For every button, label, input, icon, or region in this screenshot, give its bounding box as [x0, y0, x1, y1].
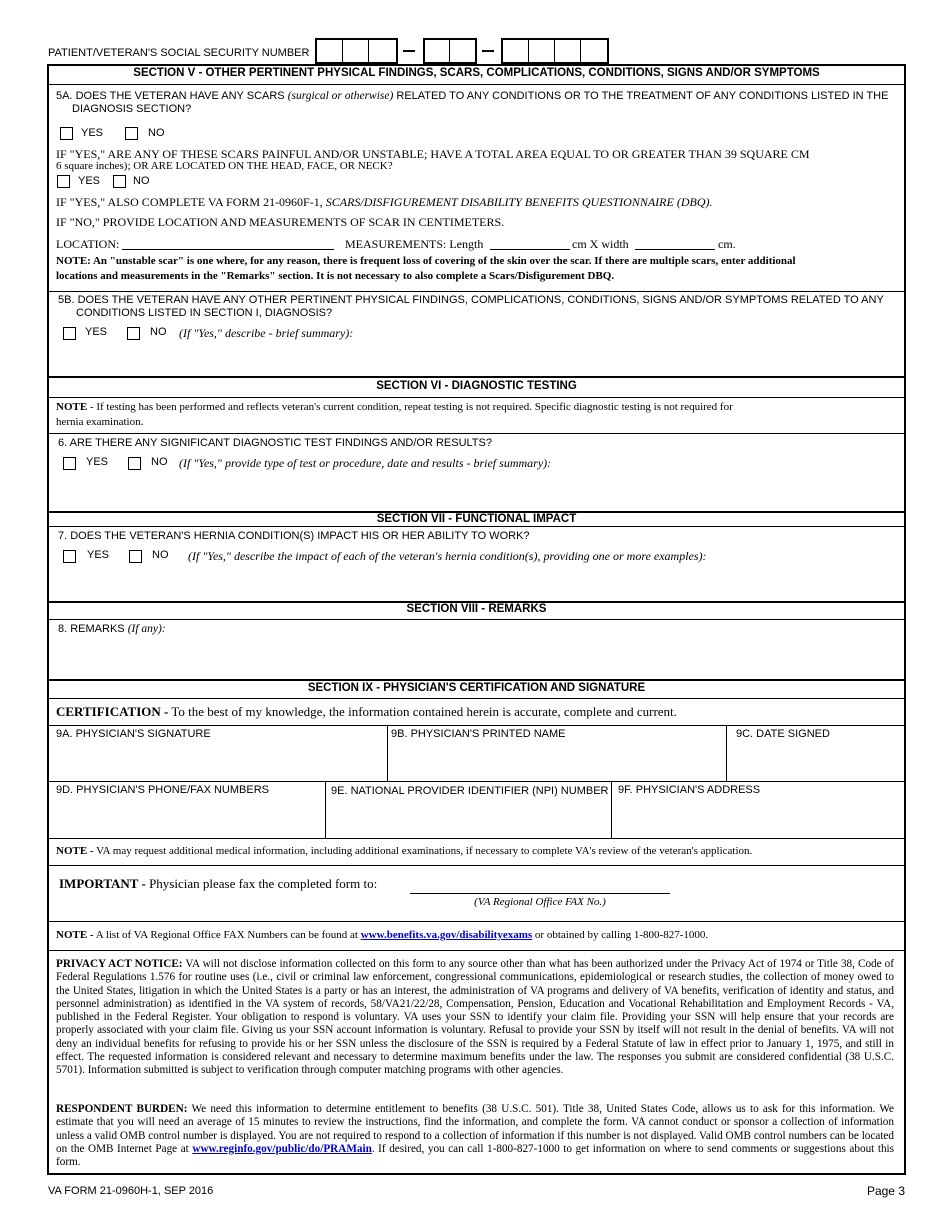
scars-painful-question: IF "YES," ARE ANY OF THESE SCARS PAINFUL AND/OR UNSTABLE; HAVE A TOTAL AREA EQUAL TO OR GREATER THAN 39 SQUARE CM	[56, 147, 810, 161]
scars-painful-no-label: NO	[133, 175, 150, 187]
cm-label: cm.	[718, 237, 736, 251]
q5b-no-checkbox[interactable]	[127, 327, 140, 340]
q8-text: 8. REMARKS (If any):	[58, 623, 166, 635]
section-5-title: SECTION V - OTHER PERTINENT PHYSICAL FINDINGS, SCARS, COMPLICATIONS, CONDITIONS, SIGNS AND/OR SYMPTOMS	[133, 67, 820, 79]
ssn-part1-field[interactable]	[315, 38, 398, 64]
length-field[interactable]	[490, 249, 570, 250]
phone-fax-field[interactable]	[48, 797, 325, 837]
section-6-title: SECTION VI - DIAGNOSTIC TESTING	[376, 380, 577, 392]
fax-list-note: NOTE - A list of VA Regional Office FAX Numbers can be found at www.benefits.va.gov/disabilityexams or obtained by calling 1-800-827-1000.	[56, 929, 709, 941]
q7-yes-label: YES	[87, 549, 110, 561]
additional-info-note: NOTE - VA may request additional medical information, including additional examinations, if necessary to complete VA's review of the veteran's application.	[56, 845, 753, 857]
fax-number-field[interactable]	[410, 893, 670, 894]
ssn-dash	[403, 50, 415, 52]
location-field[interactable]	[122, 249, 334, 250]
q5a-no-label: NO	[148, 127, 165, 139]
q7-text: 7. DOES THE VETERAN'S HERNIA CONDITION(S) IMPACT HIS OR HER ABILITY TO WORK?	[58, 530, 530, 542]
if-no-instruction: IF "NO," PROVIDE LOCATION AND MEASUREMENTS OF SCAR IN CENTIMETERS.	[56, 215, 505, 229]
section-6-note-line2: hernia examination.	[56, 416, 144, 428]
unstable-scar-note-line2: locations and measurements in the "Remarks" section. It is not necessary to also complete a Scars/Disfigurement DBQ.	[56, 270, 615, 282]
cm-x-width-label: cm X width	[572, 237, 629, 251]
physician-address-label: 9F. PHYSICIAN'S ADDRESS	[618, 784, 761, 796]
certification-text: CERTIFICATION - To the best of my knowledge, the information contained herein is accurate, complete and current.	[56, 704, 677, 719]
npi-label: 9E. NATIONAL PROVIDER IDENTIFIER (NPI) NUMBER	[331, 785, 609, 797]
physician-signature-label: 9A. PHYSICIAN'S SIGNATURE	[56, 728, 211, 740]
page-number: Page 3	[866, 1184, 905, 1198]
q5a-text: 5A. DOES THE VETERAN HAVE ANY SCARS (surgical or otherwise) RELATED TO ANY CONDITIONS OR TO THE TREATMENT OF ANY CONDITIONS LISTED IN THE	[56, 90, 889, 102]
omb-link[interactable]: www.reginfo.gov/public/do/PRAMain	[192, 1142, 372, 1155]
q7-hint: (If "Yes," describe the impact of each of the veteran's hernia condition(s), providing one or more examples):	[188, 549, 707, 563]
q5a-yes-label: YES	[81, 127, 104, 139]
privacy-act-notice: PRIVACY ACT NOTICE: VA will not disclose information collected on this form to any source other than what has been authorized under the Privacy Act of 1974 or Title 38, Code of Federal Regulations 1.576 for routine uses (i.e., civil or criminal law enforcement, congressional communications, epidemiological or research studies, the collection of money owed to the United States, litigation in which the United States is a party or has an interest, the administration of VA programs and delivery of VA benefits, verification of identity and status, and personnel administration) as identified in the VA system of records, 58/VA21/22/28, Compensation, Pension, Education and Vocational Rehabilitation and Employment Records - VA, published in the Federal Register. Your obligation to respond is voluntary. VA uses your SSN to identify your claim file. Providing your SSN will help ensure that your records are properly associated with your claim file. Giving us your SSN account information is voluntary. Refusal to provide your SSN by itself will not result in the denial of benefits. VA will not deny an individual benefits for refusing to provide his or her SSN unless the disclosure of the SSN is required by a Federal Statute of law in effect prior to January 1, 1975, and still in effect. The requested information is considered relevant and necessary to determine maximum benefits under the law. The responses you submit are considered confidential (38 U.S.C. 5701). Information submitted is subject to verification through computer matching programs with other agencies.	[56, 958, 895, 1077]
section-8-title: SECTION VIII - REMARKS	[406, 603, 547, 615]
date-signed-label: 9C. DATE SIGNED	[736, 728, 830, 740]
q5b-no-label: NO	[150, 326, 167, 338]
q5a-yes-checkbox[interactable]	[60, 127, 73, 140]
measurements-label: MEASUREMENTS: Length	[345, 237, 484, 251]
q5b-text: 5B. DOES THE VETERAN HAVE ANY OTHER PERTINENT PHYSICAL FINDINGS, COMPLICATIONS, CONDITIONS, SIGNS AND/OR SYMPTOMS RELATED TO ANY	[58, 294, 884, 306]
section-6-note: NOTE - If testing has been performed and reflects veteran's current condition, repeat testing is not required. Specific diagnostic testing is not required for	[56, 401, 733, 413]
q6-yes-label: YES	[86, 456, 109, 468]
width-field[interactable]	[635, 249, 715, 250]
q7-no-checkbox[interactable]	[129, 550, 142, 563]
respondent-burden: RESPONDENT BURDEN: We need this information to determine entitlement to benefits (38 U.S.C. 501). Title 38, United States Code, allows us to ask for this information. We estimate that you will need an average of 15 minutes to review the instructions, find the information, and complete the form. VA cannot conduct or sponsor a collection of information unless a valid OMB control number is displayed. You are not required to respond to a collection of information if this number is not displayed. Valid OMB control numbers can be located on the OMB Internet Page at www.reginfo.gov/public/do/PRAMain. If desired, you can call 1-800-827-1000 to get information on where to send comments or suggestions about this form.	[56, 1103, 895, 1169]
section-9-title: SECTION IX - PHYSICIAN'S CERTIFICATION AND SIGNATURE	[307, 682, 646, 694]
form-id: VA FORM 21-0960H-1, SEP 2016	[48, 1185, 214, 1197]
scars-painful-yes-label: YES	[78, 175, 101, 187]
q6-text: 6. ARE THERE ANY SIGNIFICANT DIAGNOSTIC TEST FINDINGS AND/OR RESULTS?	[58, 437, 492, 449]
important-fax-text: IMPORTANT - Physician please fax the completed form to:	[59, 876, 378, 891]
section-7-title: SECTION VII - FUNCTIONAL IMPACT	[376, 513, 577, 525]
phone-fax-label: 9D. PHYSICIAN'S PHONE/FAX NUMBERS	[56, 784, 269, 796]
unstable-scar-note: NOTE: An "unstable scar" is one where, for any reason, there is frequent loss of covering of the skin over the scar. If there are multiple scars, enter additional	[56, 255, 796, 267]
physician-signature-field[interactable]	[48, 741, 387, 781]
npi-field[interactable]	[326, 798, 610, 838]
q5b-hint: (If "Yes," describe - brief summary):	[179, 326, 354, 340]
q6-yes-checkbox[interactable]	[63, 457, 76, 470]
physician-name-field[interactable]	[388, 741, 726, 781]
q5a-text-line2: DIAGNOSIS SECTION?	[72, 103, 192, 115]
disability-exams-link[interactable]: www.benefits.va.gov/disabilityexams	[360, 929, 533, 941]
also-complete-dbq: IF "YES," ALSO COMPLETE VA FORM 21-0960F-1, SCARS/DISFIGUREMENT DISABILITY BENEFITS QUESTIONNAIRE (DBQ).	[56, 195, 713, 209]
physician-name-label: 9B. PHYSICIAN'S PRINTED NAME	[391, 728, 566, 740]
ssn-label: PATIENT/VETERAN'S SOCIAL SECURITY NUMBER	[48, 47, 310, 59]
date-signed-field[interactable]	[727, 741, 904, 781]
ssn-dash	[482, 50, 494, 52]
physician-address-field[interactable]	[612, 797, 904, 837]
q6-hint: (If "Yes," provide type of test or procedure, date and results - brief summary):	[179, 456, 552, 470]
q7-no-label: NO	[152, 549, 169, 561]
scars-painful-yes-checkbox[interactable]	[57, 175, 70, 188]
ssn-part2-field[interactable]	[423, 38, 477, 64]
ssn-part3-field[interactable]	[501, 38, 609, 64]
q5b-yes-checkbox[interactable]	[63, 327, 76, 340]
scars-painful-question-line2: 6 square inches); OR ARE LOCATED ON THE HEAD, FACE, OR NECK?	[56, 160, 393, 172]
q6-no-checkbox[interactable]	[128, 457, 141, 470]
q6-no-label: NO	[151, 456, 168, 468]
fax-caption: (VA Regional Office FAX No.)	[474, 896, 606, 908]
scars-painful-no-checkbox[interactable]	[113, 175, 126, 188]
q5b-yes-label: YES	[85, 326, 108, 338]
q5a-no-checkbox[interactable]	[125, 127, 138, 140]
q7-yes-checkbox[interactable]	[63, 550, 76, 563]
location-label: LOCATION:	[56, 237, 120, 251]
q5b-text-line2: CONDITIONS LISTED IN SECTION I, DIAGNOSIS?	[76, 307, 333, 319]
